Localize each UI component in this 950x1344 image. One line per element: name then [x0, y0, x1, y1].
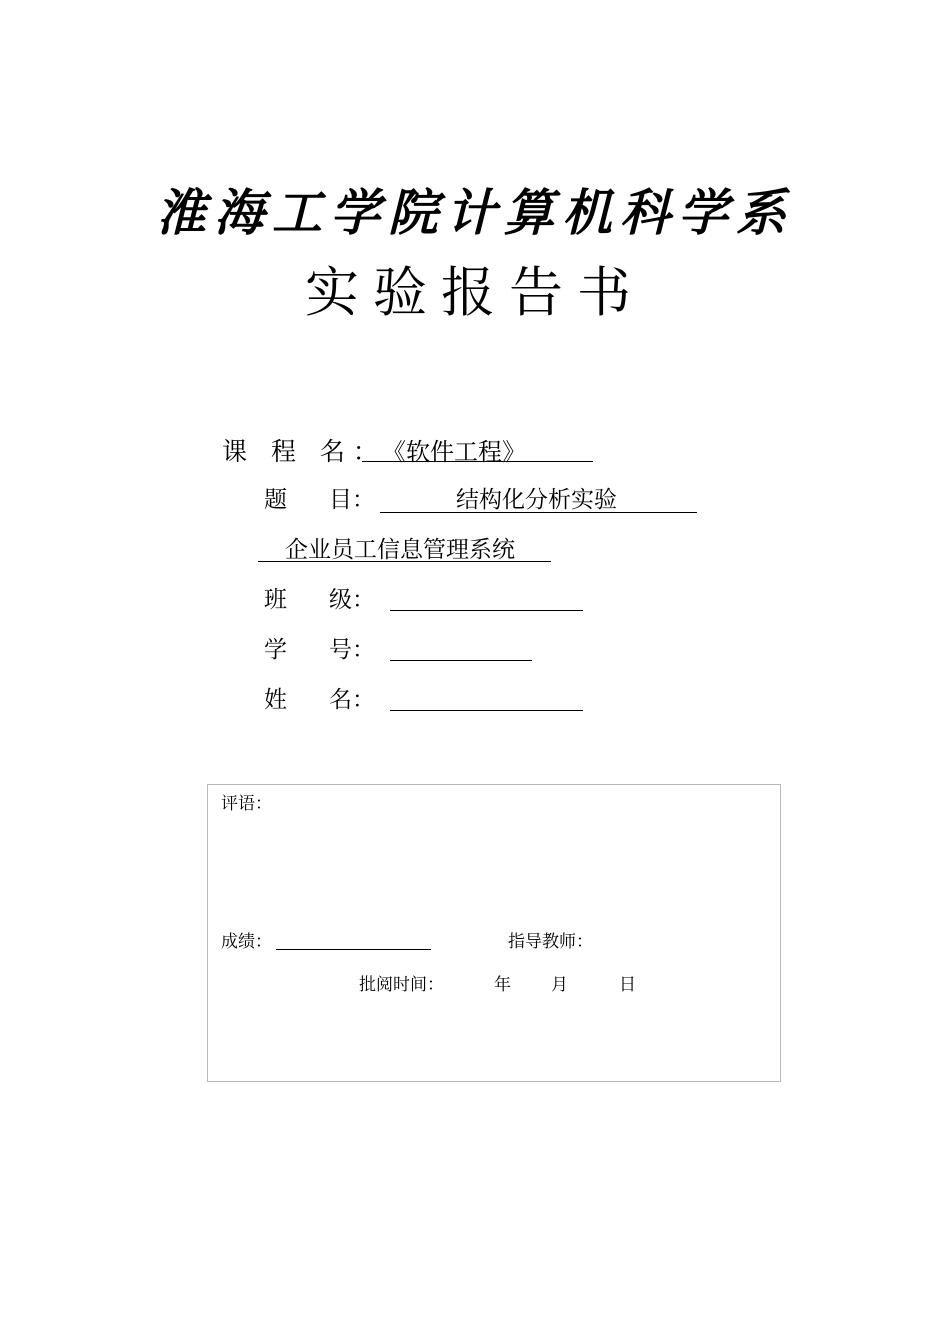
department-title: 淮海工学院计算机科学系 — [156, 183, 794, 242]
class-label-char1: 班 — [264, 587, 287, 613]
grade-label: 成绩： — [221, 932, 272, 952]
day-label: 日 — [619, 975, 636, 995]
report-title: 实验报告书 — [305, 261, 645, 324]
course-value: 《软件工程》 — [382, 438, 526, 466]
student-id-label-char1: 学 — [264, 637, 287, 663]
topic-value: 结构化分析实验 — [456, 487, 617, 513]
year-label: 年 — [494, 975, 511, 995]
class-underline — [390, 610, 583, 611]
student-id-label-char2: 号： — [329, 637, 375, 663]
class-label-char2: 级： — [329, 587, 375, 613]
review-time-label: 批阅时间： — [359, 975, 444, 995]
name-label-char1: 姓 — [264, 687, 287, 713]
topic-label-char1: 题 — [264, 487, 287, 513]
comment-label: 评语： — [221, 794, 272, 814]
course-underline — [362, 461, 593, 462]
grade-underline — [276, 949, 431, 950]
evaluation-box — [207, 784, 781, 1082]
name-underline — [390, 710, 583, 711]
month-label: 月 — [551, 975, 568, 995]
student-id-underline — [390, 660, 532, 661]
topic-underline — [380, 512, 697, 513]
topic-label-char2: 目： — [329, 487, 375, 513]
topic-value-line2: 企业员工信息管理系统 — [285, 537, 515, 563]
topic-line2-underline — [258, 561, 551, 562]
course-label: 课 程 名： — [222, 437, 386, 466]
name-label-char2: 名： — [329, 687, 375, 713]
advisor-label: 指导教师： — [508, 932, 593, 952]
